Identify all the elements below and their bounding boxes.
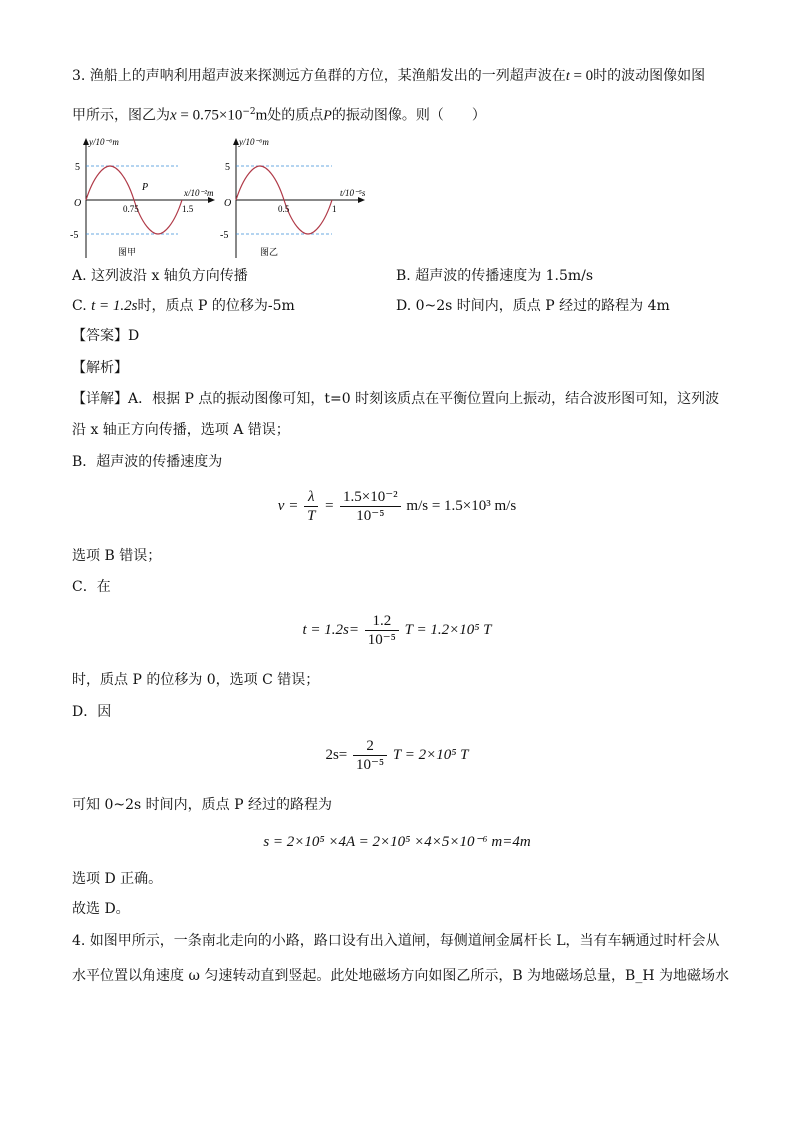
detail-line6: 时，质点 P 的位移为 0，选项 C 错误；	[72, 672, 320, 688]
eq1-frac2	[340, 488, 401, 525]
q3-stem-line2	[72, 102, 486, 127]
option-b: B. 超声波的传播速度为 1.5m/s	[396, 268, 594, 284]
eq3-rhs: T = 2×10⁵ T	[392, 746, 469, 763]
detail-line1: 【详解】A．根据 P 点的振动图像可知，t=0 时刻该质点在平衡位置向上振动，结合波形图可知，这列波	[72, 391, 720, 407]
q3-stem2-a: 甲所示，图乙为	[72, 107, 170, 124]
jia-ylabel: y/10⁻⁶m	[89, 137, 119, 147]
q3-stem-eq: = 0	[569, 68, 594, 84]
q3-stem-line1	[72, 66, 705, 87]
jia-ytop: 5	[75, 162, 80, 173]
q3-stem2-eq: = 0.75×10	[176, 107, 243, 124]
detail-line4: 选项 B 错误；	[72, 548, 162, 564]
analysis-head: 【解析】	[72, 360, 128, 376]
option-d: D. 0~2s 时间内，质点 P 经过的路程为 4m	[396, 298, 670, 314]
detail-line2: 沿 x 轴正方向传播，选项 A 错误；	[72, 422, 290, 438]
eq3-frac-num: 2	[353, 737, 387, 756]
q3-stem2-c: 的振动图像。则（ ）	[331, 107, 486, 124]
eq1-lhs: v =	[277, 497, 299, 514]
eq1-frac1-num: λ	[304, 488, 318, 507]
answer-line: 【答案】D	[72, 328, 140, 344]
detail-line7: D．因	[72, 704, 112, 720]
eq1-frac1	[304, 488, 318, 525]
yi-tick-mid: 0.5	[278, 204, 290, 214]
option-c-post: 时，质点 P 的位移为-5m	[137, 298, 295, 314]
jia-tick-end: 1.5	[182, 204, 194, 214]
option-c-eq: t = 1.2s	[91, 298, 138, 314]
detail-line5: C．在	[72, 579, 111, 595]
jia-point-P: P	[142, 182, 149, 193]
eq1-frac1-den: T	[307, 508, 316, 524]
eq3-frac	[353, 737, 387, 774]
q3-stem2-x: x	[170, 107, 177, 124]
option-c-prefix: C.	[72, 298, 92, 314]
q4-line2: 水平位置以角速度 ω 匀速转动直到竖起。此处地磁场方向如图乙所示，B 为地磁场总量，B_H 为地磁场水	[72, 968, 729, 984]
figure-yi	[220, 134, 370, 262]
yi-ytop: 5	[225, 162, 230, 173]
equation-3	[0, 737, 794, 774]
q3-stem-t: t	[565, 69, 570, 84]
detail-line9: 选项 D 正确。	[72, 871, 163, 887]
detail-line8: 可知 0~2s 时间内，质点 P 经过的路程为	[72, 797, 332, 813]
q3-stem2-unit: m	[255, 107, 268, 124]
eq2-frac-den: 10⁻⁵	[367, 632, 396, 648]
eq1-frac2-den: 10⁻⁵	[356, 508, 385, 524]
eq1-frac2-num: 1.5×10⁻²	[340, 488, 401, 507]
equation-1: v = $\frac{\lambda}{T}$ = $\frac{\text{1.5×10⁻²}}{\text{10⁻⁵}}$ m/s = 1.5×10³ m/s	[277, 489, 517, 524]
yi-ylabel: y/10⁻⁶m	[239, 137, 269, 147]
q4-line1: 4. 如图甲所示，一条南北走向的小路，路口设有出入道闸，每侧道闸金属杆长 L，当有车辆通过时杆会从	[72, 933, 720, 949]
jia-caption: 图甲	[118, 247, 137, 257]
q3-stem2-P: P	[323, 108, 332, 124]
option-c	[72, 296, 295, 316]
jia-tick-mid: 0.75	[123, 204, 139, 214]
detail-line10: 故选 D。	[72, 901, 130, 917]
jia-xlabel: x/10⁻²m	[184, 188, 214, 198]
equation-2	[0, 612, 794, 649]
q3-stem2-exp: −2	[242, 107, 256, 117]
q3-stem-text: 3. 渔船上的声呐利用超声波来探测远方鱼群的方位，某渔船发出的一列超声波在	[72, 68, 566, 84]
eq1-rhs: m/s = 1.5×10³ m/s	[406, 497, 517, 514]
eq2-lhs: t = 1.2s=	[302, 621, 359, 638]
yi-caption: 图乙	[260, 247, 279, 257]
figure-jia	[70, 134, 220, 262]
eq2-frac-num: 1.2	[365, 612, 399, 631]
detail-line3: B．超声波的传播速度为	[72, 454, 223, 470]
option-a: A. 这列波沿 x 轴负方向传播	[72, 268, 248, 284]
jia-origin: O	[74, 198, 82, 209]
q3-stem2-b: 处的质点	[267, 107, 324, 124]
jia-ybottom: -5	[70, 230, 79, 241]
equation-4: s = 2×10⁵ ×4A = 2×10⁵ ×4×5×10⁻⁶ m=4m	[263, 834, 531, 850]
yi-ybottom: -5	[220, 230, 229, 241]
eq2-rhs: T = 1.2×10⁵ T	[404, 621, 492, 638]
q3-stem-text-end: 时的波动图像如图	[593, 68, 706, 84]
eq2-frac	[365, 612, 399, 649]
eq3-frac-den: 10⁻⁵	[356, 757, 385, 773]
eq3-lhs: 2s=	[325, 746, 348, 763]
yi-origin: O	[224, 198, 232, 209]
yi-tick-end: 1	[332, 204, 337, 214]
yi-xlabel: t/10⁻⁵s	[340, 188, 366, 198]
